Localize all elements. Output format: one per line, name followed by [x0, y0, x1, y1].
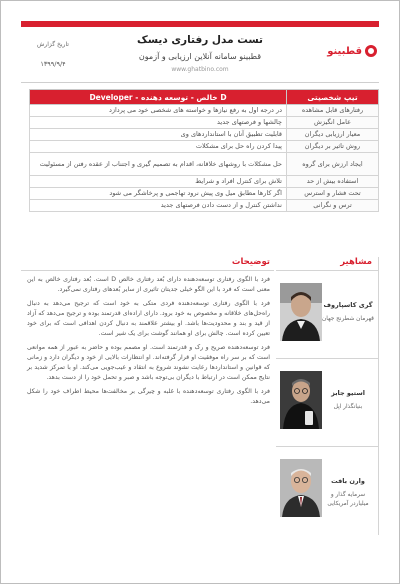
famous-person-name: وارن بافت [331, 477, 365, 485]
trait-key: ایجاد ارزش برای گروه [287, 153, 379, 176]
trait-value: پیدا کردن راه حل برای مشکلات [30, 141, 287, 153]
description-section [21, 257, 274, 407]
portrait-jobs-image [280, 371, 322, 429]
description-paragraph: فرد با الگوی رفتاری توسعه‌دهنده دارای بُعد رفتاری خالص D است. بُعد رفتاری خالص به این معنی است که فرد با این الگو خیلی جدیتان تاثیری از سایر بُعدهای رفتاری نمی‌گیرد. [27, 276, 270, 293]
report-title: تست مدل رفتاری دیسک [137, 34, 263, 46]
header-divider [21, 82, 379, 83]
brand-logo [327, 45, 377, 57]
table-row [30, 188, 379, 200]
famous-person-role: بنیانگذار اپل [333, 404, 363, 410]
trait-key: معیار ارزیابی دیگران [287, 129, 379, 141]
table-row [30, 153, 379, 176]
portrait-buffett-image [280, 459, 322, 517]
trait-value: حل مشکلات با روشهای خلاقانه، اقدام به تصمیم گیری و اجتناب از عقده رفتن از مسئولیت [30, 153, 287, 176]
trait-key: روش تاثیر بر دیگران [287, 141, 379, 153]
table-row [30, 141, 379, 153]
famous-person [276, 447, 378, 535]
site-url[interactable]: www.ghatbino.com [171, 66, 229, 73]
traits-header-key: تیپ شخصیتی [287, 90, 379, 105]
report-date-value: ۱۳۹۹/۹/۴ [40, 60, 66, 68]
trait-value: اگر کارها مطابق میل وی پیش نرود تهاجمی و پرخاشگر می شود [30, 188, 287, 200]
famous-section [276, 257, 379, 535]
famous-person [276, 359, 378, 447]
trait-value: چالشها و فرصتهای جدید [30, 117, 287, 129]
traits-header-type: D خالص - توسعه دهنده - Developer [30, 90, 287, 105]
traits-table [29, 89, 379, 212]
report-subtitle: قطبینو سامانه آنلاین ارزیابی و آزمون [138, 52, 262, 61]
trait-value: نداشتن کنترل و از دست دادن فرصتهای جدید [30, 200, 287, 212]
table-row [30, 129, 379, 141]
table-row [30, 117, 379, 129]
portrait-kasparov-image [280, 283, 322, 341]
logo-icon [365, 45, 377, 57]
report-date-block [23, 41, 83, 68]
trait-key: تحت فشار و استرس [287, 188, 379, 200]
brand-name: قطبینو [327, 45, 362, 57]
table-row [30, 176, 379, 188]
description-title: توضیحات [21, 257, 274, 271]
famous-person-role: قهرمان شطرنج جهان [322, 316, 374, 322]
famous-person [276, 271, 378, 359]
trait-value: تلاش برای کنترل افراد و شرایط [30, 176, 287, 188]
description-paragraph: فرد با الگوی رفتاری توسعه‌دهنده فردی متکی به خود است که ترجیح می‌دهد به دنبال راه‌حل‌های خلاقانه و مخصوص به خود برود. دارای اراده‌ای قدرتمند بوده و ترجیح می‌دهد که آزاد از قید و بند و محدودیت‌ها باشد. او بیشتر علاقمند به دنبال کردن اهدافی است که برای خود تعیین کرده است. چالش برای او همانند گوشت برای یک شیر است. [27, 300, 270, 337]
trait-key: عامل انگیزش [287, 117, 379, 129]
top-accent-bar [21, 21, 379, 27]
famous-person-name: استیو جابز [331, 389, 365, 397]
famous-title: مشاهیر [276, 257, 378, 271]
table-row [30, 105, 379, 117]
trait-value: قابلیت تطبیق آنان با استانداردهای وی [30, 129, 287, 141]
table-row [30, 200, 379, 212]
trait-value: در درجه اول به رفع نیازها و خواسته های شخصی خود می پردازد [30, 105, 287, 117]
trait-key: رفتارهای قابل مشاهده [287, 105, 379, 117]
famous-person-role: سرمایه گذار و میلیاردر آمریکایی [327, 492, 369, 507]
description-paragraph: فرد توسعه‌دهنده صریح و رک و قدرتمند است. او مصمم بوده و حاضر به عبور از همه موانعی است که بر سر راه موفقیت او قرار گرفته‌اند. او انتظارات بالایی از خود و دیگران دارد و زمانی که قوانین و استانداردها رعایت نشوند شروع به انتقاد و عیب‌جویی می‌کند. او با تمرکز شدید بر نتایج ممکن است در ارتباط با دیگران بی‌توجه باشد و صبر و تحمل خود را از دست بدهد. [27, 344, 270, 381]
trait-key: استفاده بیش از حد [287, 176, 379, 188]
trait-key: ترس و نگرانی [287, 200, 379, 212]
report-date-label: تاریخ گزارش [37, 41, 69, 48]
famous-person-name: گری کاسپاروف [323, 301, 373, 309]
description-paragraph: فرد با الگوی رفتاری توسعه‌دهنده با غلبه و چیرگی بر مخالفت‌ها محیط اطراف خود را شکل می‌دهد. [27, 388, 270, 405]
